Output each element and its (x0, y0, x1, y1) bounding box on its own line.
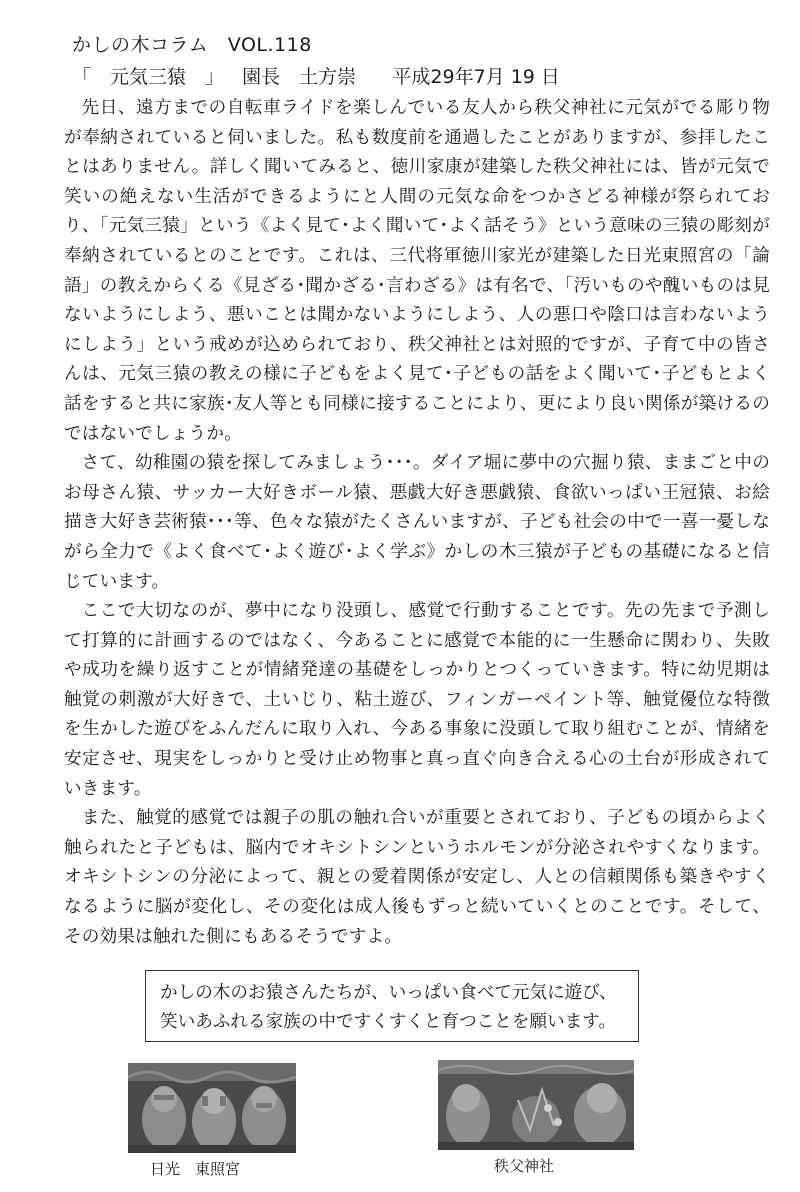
chichibu-monkeys-carving-icon (438, 1060, 634, 1150)
wish-box (145, 970, 639, 1042)
column-body (64, 94, 770, 952)
chichibu-caption: 秩父神社 (494, 1157, 555, 1175)
title-line (72, 62, 560, 89)
nikko-three-monkeys-photo (128, 1063, 296, 1153)
wish-line-2: 笑いあふれる家族の中ですくすくと育つことを願います。 (160, 1012, 617, 1032)
date: 平成29年7月 19 日 (392, 66, 560, 88)
paragraph-4: また、触覚的感覚では親子の肌の触れ合いが重要とされており、子どもの頃からよく触られたと子どもは、脳内でオキシトシンというホルモンが分泌されやすくなります。オキシトシンの分泌によって、親との愛着関係が安定し、人との信頼関係も築きやすくなるように脳が変化し、その変化は成人後もずっと続いていくとのことです。そして、その効果は触れた側にもあるそうですよ。 (64, 808, 770, 947)
paragraph-1: 先日、遠方までの自転車ライドを楽しんでいる友人から秩父神社に元気がでる彫り物が奉納されていると伺いました。私も数度前を通過したことがありますが、参拝したことはありません。詳しく聞いてみると、徳川家康が建築した秩父神社には、皆が元気で笑いの絶えない生活ができるようにと人間の元気な命をつかさどる神様が祭られており、「元気三猿」という《よく見て･よく聞いて･よく話そう》という意味の三猿の彫刻が奉納されているとのことです。これは、三代将軍徳川家光が建築した日光東照宮の「論語」の教えからくる《見ざる･聞かざる･言わざる》は有名で、「汚いものや醜いものは見ないようにしよう、悪いことは聞かないようにしよう、人の悪口や陰口は言わないようにしよう」という戒めが込められており、秩父神社とは対照的ですが、子育て中の皆さんは、元気三猿の教えの様に子どもをよく見て･子どもの話をよく聞いて･子どもとよく話をすると共に家族･友人等とも同様に接することにより、更により良い関係が築けるのではないでしょうか。 (64, 98, 770, 444)
nikko-monkeys-carving-icon (128, 1063, 296, 1153)
column-label: かしの木コラム VOL.118 (72, 34, 312, 56)
wish-line-1: かしの木のお猿さんたちが、いっぱい食べて元気に遊び、 (160, 983, 617, 1003)
paragraph-3: ここで大切なのが、夢中になり没頭し、感覚で行動することです。先の先まで予測して打算的に計画するのではなく、今あることに感覚で本能的に一生懸命に関わり、失敗や成功を繰り返すことが情緒発達の基礎をしっかりとつくっていきます。特に幼児期は触覚の刺激が大好きで、土いじり、粘土遊び、フィンガーペイント等、触覚優位な特徴を生かした遊びをふんだんに取り入れ、今ある事象に没頭して取り組むことが、情緒を安定させ、現実をしっかりと受け止め物事と真っ直ぐ向き合える心の土台が形成されていきます。 (64, 601, 770, 799)
nikko-caption: 日光 東照宮 (150, 1160, 241, 1178)
author: 園長 土方崇 (242, 66, 357, 88)
paragraph-2: さて、幼稚園の猿を探してみましょう･･･。ダイア堀に夢中の穴掘り猿、ままごと中のお母さん猿、サッカー大好きボール猿、悪戯大好き悪戯猿、食欲いっぱい王冠猿、お絵描き大好き芸術猿･･･等、色々な猿がたくさんいますが、子ども社会の中で一喜一憂しながら全力で《よく食べて･よく遊び･よく学ぶ》かしの木三猿が子どもの基礎になると信じています。 (64, 453, 770, 592)
column-title: 「 元気三猿 」 (72, 66, 225, 88)
chichibu-monkeys-photo (438, 1060, 634, 1150)
